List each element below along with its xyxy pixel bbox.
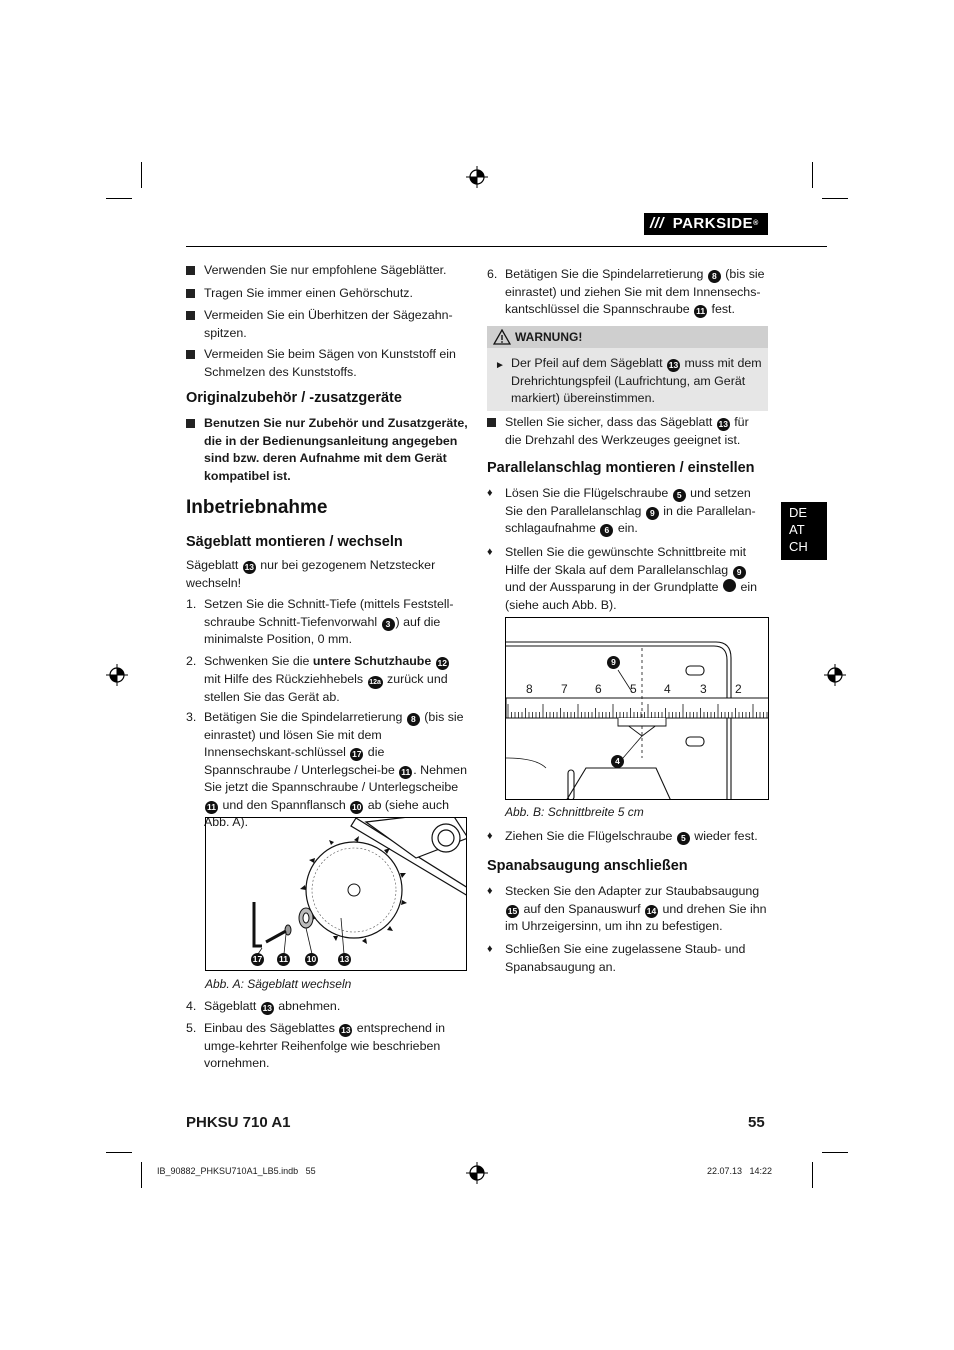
warning-title: WARNUNG! [515,330,583,344]
step-number: 5. [186,1021,197,1035]
ref-number-icon: 13 [718,419,729,429]
scale-tick-label: 7 [561,682,568,696]
text: abnehmen. [278,999,341,1013]
ref-number-icon: 15 [507,905,518,916]
ref-number-icon: 11 [696,306,706,316]
section-title: Inbetriebnahme [186,497,328,518]
crop-mark [141,162,142,188]
step-number: 2. [186,654,197,668]
square-bullet-icon [186,419,195,428]
crop-mark [822,1152,848,1153]
flange-parts [254,902,313,946]
logo-slashes: /// [650,215,665,232]
list-item [487,828,768,846]
diamond-bullet-icon: ♦ [487,885,493,897]
crop-mark [106,198,132,199]
bullet-text: Benutzen Sie nur Zubehör und Zusatzgeräte, die in der Bedienungsanleitung angegeben sind bzw. deren Aufnahme mit dem Gerät kompatibel ist. [204,416,468,483]
arrow-bullet-icon: ► [495,360,505,371]
list-item [487,414,768,450]
text: Ziehen Sie die Flügelschraube [505,829,673,843]
text: für die Drehzahl des Werkzeuges geeignet ist. [505,415,749,447]
square-bullet-icon [186,311,195,320]
text: und der Aussparung in der Grundplatte [505,580,719,594]
ref-number-icon: 8 [407,713,420,726]
bullet-text: Schließen Sie eine zugelassene Staub- und Spanabsaugung an. [505,942,746,974]
ref-number-icon: 4 [611,755,624,768]
step-1 [186,596,468,650]
list-item [487,485,768,539]
text: auf den Spanauswurf [523,901,641,916]
text: fest. [711,302,735,316]
list-item [487,544,768,616]
footer-page-number: 55 [748,1114,765,1131]
ref-number-icon: 17 [352,749,362,759]
text: nur bei gezogenem Netzstecker wechseln! [186,558,436,590]
text: zurück und stellen Sie das Gerät ab. [204,671,448,704]
footer-model: PHKSU 710 A1 [186,1114,291,1131]
ref-number-icon: 10 [352,801,362,812]
crop-mark [812,1162,813,1188]
square-bullet-icon [186,289,195,298]
list-item [487,883,768,937]
warning-box [487,326,768,411]
language-tab [781,502,827,560]
ref-number-icon: 13 [668,360,679,370]
step-5 [186,1020,468,1070]
scale-tick-label: 4 [664,682,671,696]
figure-caption: Abb. A: Sägeblatt wechseln [205,977,352,991]
scale-tick-label: 3 [700,682,707,696]
text: muss mit dem Drehrichtungspfeil (Laufrichtung, am Gerät markiert) übereinstimmen. [511,356,762,405]
slug-date: 22.07.13 14:22 [707,1166,773,1176]
ref-number-icon: 9 [607,656,620,669]
list-item [487,941,768,977]
ref-number-icon: 11 [279,954,288,964]
text: Einbau des Sägeblattes [204,1021,335,1035]
scale-tick-label: 6 [595,682,602,696]
ref-number-icon: 9 [733,566,746,579]
list-item [186,285,468,303]
text: untere Schutzhaube [312,654,432,668]
ref-number-icon: 3 [382,618,395,631]
ref-number-icon [723,579,736,592]
text: ) auf die minimalste Position, 0 mm. [204,614,441,646]
step-number: 3. [186,710,197,724]
diamond-bullet-icon: ♦ [487,487,493,499]
ref-number-icon: 6 [600,524,613,537]
list-item [186,346,468,382]
ref-number-icon: 5 [677,832,690,845]
text: mit Hilfe des Rückziehhebels [204,671,364,686]
section-heading: Sägeblatt montieren / wechseln [186,534,403,550]
text: (bis sie einrastet) und lösen Sie mit dem Innensechskant-schlüssel [204,710,464,759]
crop-mark [106,1152,132,1153]
scale-tick-label: 2 [735,682,742,696]
text: und den Spannflansch [222,797,346,812]
figure-caption: Abb. B: Schnittbreite 5 cm [505,805,644,819]
text: und drehen Sie ihn im Uhrzeigersinn, um ihn zu befestigen. [505,901,767,933]
text: Schwenken Sie die [204,654,310,668]
logo-name: PARKSIDE [672,215,754,232]
warning-triangle-icon [493,329,511,345]
lang-de: DE [789,505,808,520]
section-heading: Spanabsaugung anschließen [487,858,688,874]
step-4 [186,998,468,1016]
text: Betätigen Sie die Spindelarretierung [505,267,704,281]
square-bullet-icon [186,266,195,275]
diamond-bullet-icon: ♦ [487,546,493,558]
text: . Nehmen Sie jetzt die Spannschraube / Unterlegscheibe [204,762,467,794]
figure-b [505,617,769,800]
intro-paragraph [186,557,468,592]
list-item [186,307,468,343]
crop-mark [822,198,848,199]
logo-reg: ® [753,220,759,227]
ref-number-icon: 10 [306,954,317,964]
step-number: 6. [487,267,498,281]
lang-ch: CH [789,539,808,554]
ref-number-icon: 5 [673,489,686,502]
square-bullet-icon [186,350,195,359]
text: ab (siehe auch Abb. A). [204,797,449,829]
diamond-bullet-icon: ♦ [487,943,493,955]
ref-number-icon: 13 [339,954,350,964]
section-heading: Originalzubehör / -zusatzgeräte [186,390,402,406]
warning-header [487,326,768,348]
step-number: 1. [186,597,197,611]
registration-mark-icon [466,166,488,188]
ref-number-icon: 9 [646,507,659,520]
text: Sägeblatt [204,999,257,1013]
square-bullet-icon [487,418,496,427]
text: entsprechend in umge-kehrter Reihenfolge wie beschrieben vornehmen. [204,1021,445,1070]
parallel-guide-illustration [506,618,769,800]
text: und setzen Sie den Parallelanschlag [505,486,751,518]
text: Der Pfeil auf dem Sägeblatt [511,356,663,370]
bullet-text: Tragen Sie immer einen Gehörschutz. [204,286,413,300]
list-item [186,415,468,487]
ref-number-icon: 12a [368,676,383,689]
text: Betätigen Sie die Spindelarretierung [204,710,403,724]
ref-number-icon: 12 [437,658,447,668]
crop-mark [812,162,813,188]
brand-logo [644,213,768,235]
text: Lösen Sie die Flügelschraube [505,486,669,500]
text: Stellen Sie die gewünschte Schnittbreite mit Hilfe der Skala auf dem Parallelanschlag [505,545,747,577]
ref-number-icon: 17 [252,954,263,964]
saw-blade-illustration [206,818,467,971]
step-number: 4. [186,999,197,1013]
ref-number-icon: 13 [262,1003,273,1013]
registration-mark-icon [824,664,846,686]
bullet-text: Vermeiden Sie beim Sägen von Kunststoff ein Schmelzen des Kunststoffs. [204,347,456,379]
saw-blade [300,836,407,944]
text: wieder fest. [694,829,758,843]
scale-tick-label: 8 [526,682,533,696]
step-3 [186,709,468,829]
header-rule [186,246,827,247]
crop-mark [141,1162,142,1188]
registration-mark-icon [106,664,128,686]
text: Setzen Sie die Schnitt-Tiefe (mittels Feststell-schraube Schnitt-Tiefenvorwahl [204,597,454,629]
diamond-bullet-icon: ♦ [487,830,493,842]
text: in die Parallelan-schlagaufnahme [505,503,756,535]
text: die Spannschraube / Unterlegschei-be [204,745,395,777]
scale-tick-label: 5 [630,682,637,696]
figure-a [205,817,467,971]
ref-number-icon: 13 [341,1025,351,1035]
ref-number-icon: 8 [708,270,721,283]
text: Stellen Sie sicher, dass das Sägeblatt [505,415,713,429]
ref-number-icon: 11 [207,801,216,812]
text: Sägeblatt [186,558,239,572]
ref-number-icon: 11 [401,766,411,777]
slug-file: IB_90882_PHKSU710A1_LB5.indb 55 [157,1166,316,1176]
registration-mark-icon [466,1162,488,1184]
lang-at: AT [789,522,805,537]
step-6 [487,266,768,320]
ref-number-icon: 13 [244,562,255,572]
text: Stecken Sie den Adapter zur Staubabsaugung [505,884,760,898]
bullet-text: Verwenden Sie nur empfohlene Sägeblätter. [204,263,447,277]
list-item [186,262,468,280]
ref-number-icon: 14 [646,905,657,916]
text: (bis sie einrastet) und ziehen Sie mit dem Innensechs-kantschlüssel die Spannschraube [505,267,765,316]
text: ein. [617,521,638,535]
bullet-text: Vermeiden Sie ein Überhitzen der Sägezahn-spitzen. [204,308,453,340]
text: ein (siehe auch Abb. B). [505,580,757,612]
section-heading: Parallelanschlag montieren / einstellen [487,460,755,476]
step-2 [186,653,468,707]
warning-text [511,355,763,408]
